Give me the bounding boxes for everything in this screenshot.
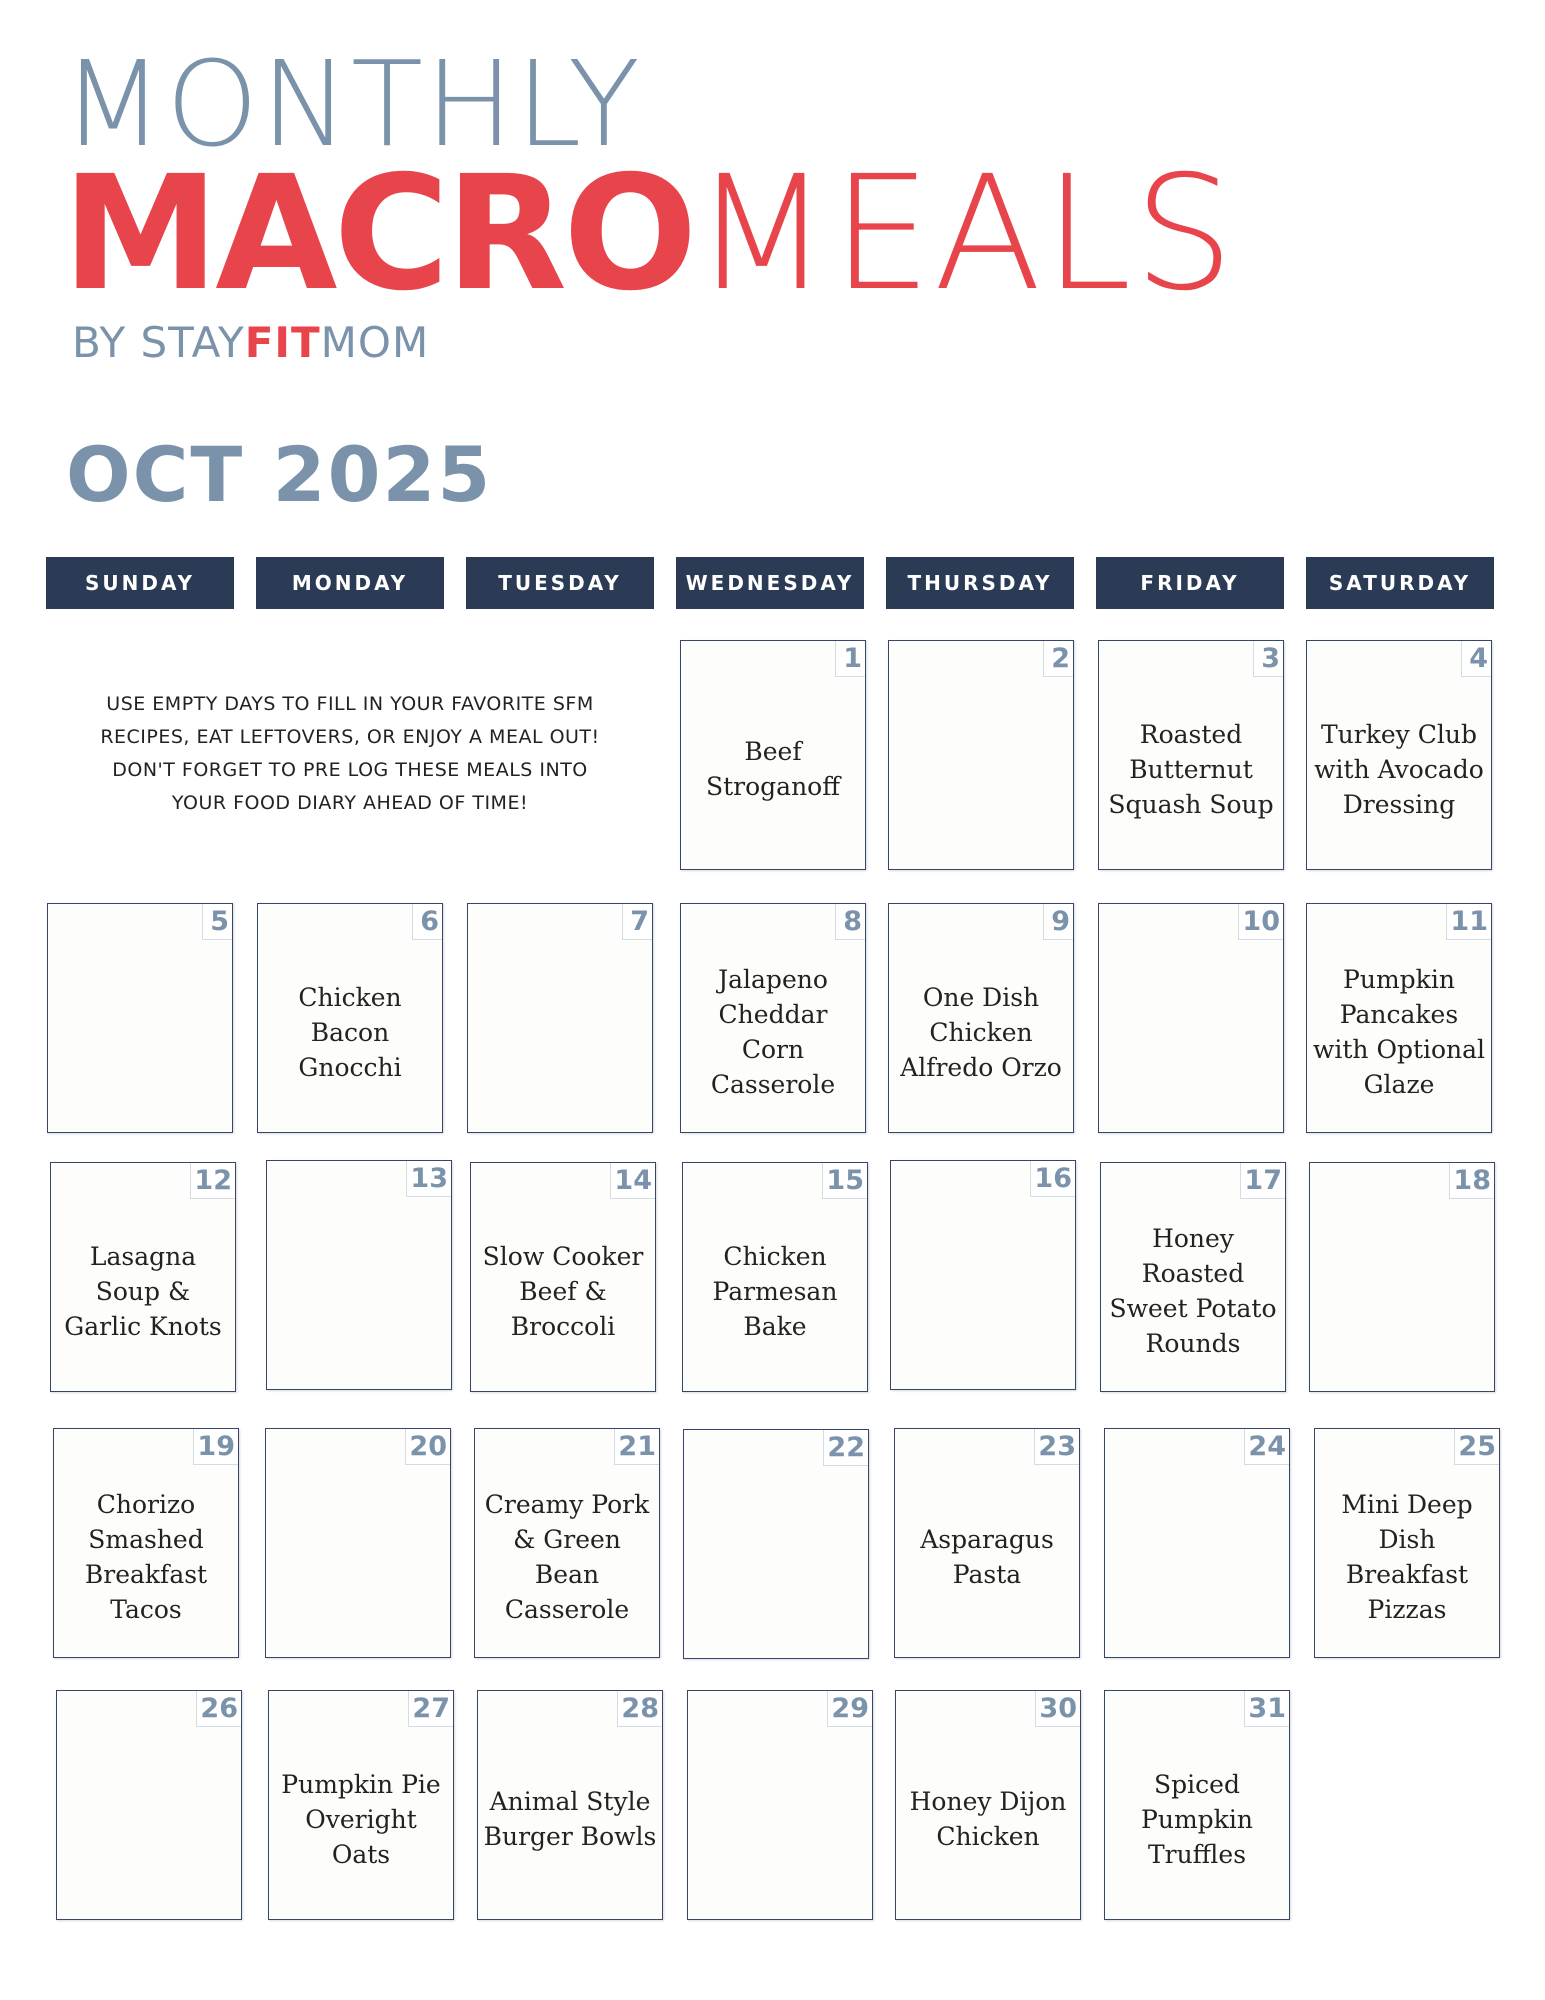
day-cell[interactable] — [56, 1690, 242, 1920]
note-line: RECIPES, EAT LEFTOVERS, OR ENJOY A MEAL OUT! — [100, 726, 600, 748]
meal-name: Pumpkin Pancakes with Optional Glaze — [1312, 965, 1486, 1099]
meal-name: Honey Dijon Chicken — [909, 1787, 1067, 1851]
meal-name: Jalapeno Cheddar Corn Casserole — [710, 965, 836, 1099]
day-number: 18 — [1449, 1163, 1494, 1199]
byline-fit: FIT — [244, 318, 321, 367]
meal-name: Asparagus Pasta — [920, 1525, 1054, 1589]
note-line: YOUR FOOD DIARY AHEAD OF TIME! — [171, 792, 529, 814]
meal-name: Lasagna Soup & Garlic Knots — [64, 1241, 222, 1341]
meal-name: Chicken Parmesan Bake — [712, 1241, 838, 1341]
meal-name — [684, 1430, 868, 1658]
day-cell[interactable] — [1306, 640, 1492, 870]
day-number: 24 — [1244, 1429, 1289, 1465]
meal-name — [1099, 904, 1283, 1132]
day-number: 23 — [1034, 1429, 1079, 1465]
day-cell[interactable] — [53, 1428, 239, 1658]
brand-byline — [72, 318, 429, 367]
weekday-sunday: SUNDAY — [46, 557, 234, 609]
day-number: 22 — [823, 1430, 868, 1466]
meal-name: Creamy Pork & Green Bean Casserole — [484, 1490, 650, 1624]
meal-name: Spiced Pumpkin Truffles — [1141, 1769, 1253, 1869]
day-number: 14 — [610, 1163, 655, 1199]
meal-name: Animal Style Burger Bowls — [483, 1787, 657, 1851]
meal-name — [267, 1161, 451, 1389]
meals-text: MEALS — [693, 142, 1237, 326]
day-cell[interactable] — [1100, 1162, 1286, 1392]
day-number: 29 — [827, 1691, 872, 1727]
day-number: 26 — [196, 1691, 241, 1727]
day-number: 2 — [1043, 641, 1073, 677]
day-cell[interactable] — [467, 903, 653, 1133]
meal-name — [891, 1161, 1075, 1389]
day-number: 31 — [1244, 1691, 1289, 1727]
weekday-saturday: SATURDAY — [1306, 557, 1494, 609]
day-cell[interactable] — [47, 903, 233, 1133]
day-number: 30 — [1035, 1691, 1080, 1727]
weekday-thursday: THURSDAY — [886, 557, 1074, 609]
meal-name — [889, 641, 1073, 869]
macro-text: MACRO — [62, 142, 694, 326]
day-number: 10 — [1238, 904, 1283, 940]
meal-name: Beef Stroganoff — [706, 737, 840, 801]
weekday-friday: FRIDAY — [1096, 557, 1284, 609]
meal-name: Mini Deep Dish Breakfast Pizzas — [1341, 1490, 1473, 1624]
day-cell[interactable] — [888, 903, 1074, 1133]
day-number: 11 — [1446, 904, 1491, 940]
day-cell[interactable] — [680, 903, 866, 1133]
day-cell[interactable] — [888, 640, 1074, 870]
month-title: OCT 2025 — [66, 430, 493, 519]
meal-name: Roasted Butternut Squash Soup — [1108, 719, 1274, 819]
meal-name: Honey Roasted Sweet Potato Rounds — [1109, 1224, 1277, 1358]
day-cell[interactable] — [268, 1690, 454, 1920]
day-cell[interactable] — [895, 1690, 1081, 1920]
day-cell[interactable] — [680, 640, 866, 870]
day-cell[interactable] — [1098, 640, 1284, 870]
weekday-monday: MONDAY — [256, 557, 444, 609]
meal-name — [57, 1691, 241, 1919]
note-line: USE EMPTY DAYS TO FILL IN YOUR FAVORITE SFM — [106, 693, 594, 715]
day-number: 9 — [1043, 904, 1073, 940]
day-number: 6 — [412, 904, 442, 940]
day-cell[interactable] — [890, 1160, 1076, 1390]
day-cell[interactable] — [687, 1690, 873, 1920]
day-cell[interactable] — [682, 1162, 868, 1392]
day-cell[interactable] — [474, 1428, 660, 1658]
day-number: 20 — [405, 1429, 450, 1465]
day-number: 13 — [406, 1161, 451, 1197]
meal-name: Chorizo Smashed Breakfast Tacos — [84, 1490, 208, 1624]
day-number: 19 — [193, 1429, 238, 1465]
weekday-wednesday: WEDNESDAY — [676, 557, 864, 609]
day-cell[interactable] — [265, 1428, 451, 1658]
day-number: 16 — [1030, 1161, 1075, 1197]
day-number: 3 — [1253, 641, 1283, 677]
meal-name: Turkey Club with Avocado Dressing — [1314, 719, 1484, 819]
day-number: 7 — [622, 904, 652, 940]
title-macro-meals — [62, 142, 1237, 326]
day-number: 5 — [202, 904, 232, 940]
meal-name — [1105, 1429, 1289, 1657]
meal-name: One Dish Chicken Alfredo Orzo — [900, 982, 1062, 1082]
instructions-note — [100, 688, 600, 820]
day-number: 15 — [822, 1163, 867, 1199]
day-cell[interactable] — [683, 1429, 869, 1659]
day-cell[interactable] — [894, 1428, 1080, 1658]
day-cell[interactable] — [1104, 1690, 1290, 1920]
day-cell[interactable] — [1306, 903, 1492, 1133]
day-cell[interactable] — [50, 1162, 236, 1392]
meal-name — [48, 904, 232, 1132]
day-cell[interactable] — [1104, 1428, 1290, 1658]
day-number: 1 — [835, 641, 865, 677]
day-cell[interactable] — [1314, 1428, 1500, 1658]
day-number: 28 — [617, 1691, 662, 1727]
day-number: 8 — [835, 904, 865, 940]
weekday-tuesday: TUESDAY — [466, 557, 654, 609]
day-number: 21 — [614, 1429, 659, 1465]
meal-name — [266, 1429, 450, 1657]
monthly-text: MONTHLY — [62, 35, 642, 173]
day-cell[interactable] — [470, 1162, 656, 1392]
byline-by-stay: BY STAY — [72, 318, 245, 367]
day-number: 25 — [1454, 1429, 1499, 1465]
meal-name: Pumpkin Pie Overight Oats — [281, 1769, 441, 1869]
note-line: DON'T FORGET TO PRE LOG THESE MEALS INTO — [112, 759, 588, 781]
day-cell[interactable] — [477, 1690, 663, 1920]
meal-name — [1310, 1163, 1494, 1391]
day-cell[interactable] — [257, 903, 443, 1133]
byline-mom: MOM — [320, 318, 430, 367]
day-cell[interactable] — [1098, 903, 1284, 1133]
day-cell[interactable] — [1309, 1162, 1495, 1392]
meal-name: Slow Cooker Beef & Broccoli — [482, 1241, 644, 1341]
meal-name — [468, 904, 652, 1132]
day-number: 4 — [1461, 641, 1491, 677]
day-number: 12 — [190, 1163, 235, 1199]
day-number: 17 — [1240, 1163, 1285, 1199]
meal-name: Chicken Bacon Gnocchi — [298, 982, 402, 1082]
day-number: 27 — [408, 1691, 453, 1727]
meal-name — [688, 1691, 872, 1919]
day-cell[interactable] — [266, 1160, 452, 1390]
